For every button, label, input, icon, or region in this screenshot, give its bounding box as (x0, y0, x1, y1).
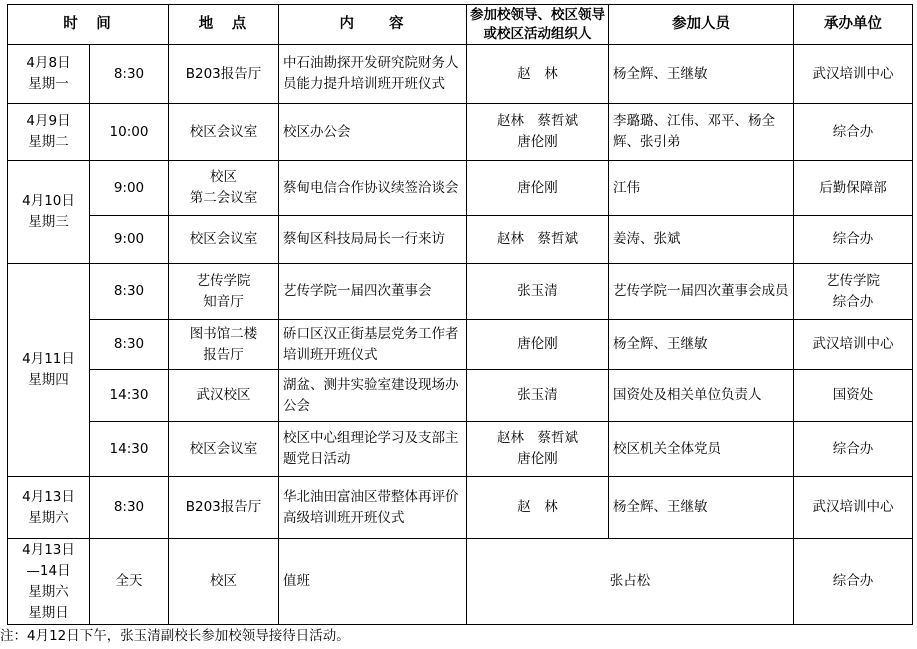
organizer-line: 综合办 (832, 231, 874, 247)
date-cell (8, 264, 90, 477)
place-line: 校区会议室 (189, 123, 258, 140)
organizer-line: 国资处 (832, 387, 874, 403)
time-cell: 8:30 (90, 45, 169, 104)
leaders-line: 唐伦刚 (517, 134, 558, 150)
header-leaders: 参加校领导、校区领导或校区活动组织人 (467, 5, 609, 45)
place-cell (169, 264, 279, 320)
date-cell (8, 539, 90, 625)
place-line: 报告厅 (203, 346, 244, 363)
table-row (8, 104, 913, 161)
place-line: 校区 (210, 573, 237, 589)
organizer-line: 后勤保障部 (819, 179, 887, 196)
organizer-line: 综合办 (832, 440, 874, 457)
table-row (8, 161, 913, 216)
place-cell (169, 539, 279, 625)
date-text: 4月9日 (26, 113, 71, 129)
date-cell (8, 45, 90, 104)
organizer-cell (794, 422, 913, 477)
place-cell (169, 370, 279, 422)
table-row (8, 422, 913, 477)
content-cell: 校区中心组理论学习及支部主题党日活动 (279, 422, 467, 477)
header-time: 时 间 (8, 5, 169, 45)
table-row (8, 370, 913, 422)
footnote: 注：4月12日下午，张玉清副校长参加校领导接待日活动。 (0, 628, 350, 644)
content-cell: 中石油勘探开发研究院财务人员能力提升培训班开班仪式 (279, 45, 467, 104)
place-line: B203报告厅 (185, 499, 262, 515)
header-content: 内 容 (279, 5, 467, 45)
table-row (8, 45, 913, 104)
place-cell (169, 320, 279, 370)
participants-cell: 杨全辉、王继敏 (609, 45, 794, 104)
place-line: 第二会议室 (189, 190, 258, 206)
place-cell (169, 422, 279, 477)
date-text: 4月10日 (22, 193, 75, 209)
weekday-text: 星期二 (28, 134, 69, 150)
header-place: 地 点 (169, 5, 279, 45)
organizer-cell (794, 320, 913, 370)
content-cell: 校区办公会 (279, 104, 467, 161)
time-cell: 9:00 (90, 216, 169, 264)
content-cell: 艺传学院一届四次董事会 (279, 264, 467, 320)
time-cell: 8:30 (90, 320, 169, 370)
leaders-line: 张玉清 (517, 283, 558, 299)
leaders-cell (467, 216, 609, 264)
leaders-line: 赵 林 (517, 499, 558, 515)
weekday-text: 星期一 (28, 76, 69, 92)
leaders-line: 赵 林 (517, 65, 558, 82)
leaders-line: 唐伦刚 (517, 451, 558, 467)
time-cell: 8:30 (90, 264, 169, 320)
organizer-line: 武汉培训中心 (812, 65, 894, 82)
participants-cell: 艺传学院一届四次董事会成员 (609, 264, 794, 320)
table-row (8, 320, 913, 370)
place-line: 知音厅 (203, 293, 244, 310)
date-text: —14日 (26, 562, 71, 579)
weekday-text: 星期三 (28, 214, 69, 230)
time-cell: 14:30 (90, 370, 169, 422)
place-line: 校区会议室 (189, 231, 258, 247)
duty-person-cell: 张占松 (467, 539, 794, 625)
leaders-cell (467, 370, 609, 422)
weekday-text: 星期六 (28, 583, 69, 600)
date-cell (8, 477, 90, 539)
content-cell: 蔡甸区科技局局长一行来访 (279, 216, 467, 264)
organizer-cell (794, 216, 913, 264)
leaders-line: 赵林 蔡哲斌 (497, 113, 578, 129)
schedule-table (7, 4, 913, 625)
leaders-cell (467, 477, 609, 539)
leaders-cell (467, 45, 609, 104)
weekday-text: 星期六 (28, 509, 69, 526)
place-line: 校区 (210, 169, 237, 185)
organizer-line: 综合办 (832, 123, 874, 140)
place-line: 图书馆二楼 (189, 325, 258, 342)
leaders-line: 赵林 蔡哲斌 (497, 430, 578, 446)
leaders-cell (467, 161, 609, 216)
table-row (8, 477, 913, 539)
date-text: 4月13日 (22, 541, 75, 558)
table-row (8, 539, 913, 625)
organizer-cell (794, 104, 913, 161)
leaders-line: 唐伦刚 (517, 179, 558, 196)
place-line: 武汉校区 (196, 387, 251, 403)
time-cell: 8:30 (90, 477, 169, 539)
leaders-line: 赵林 蔡哲斌 (497, 231, 578, 247)
date-cell (8, 161, 90, 264)
organizer-cell (794, 161, 913, 216)
participants-cell: 校区机关全体党员 (609, 422, 794, 477)
organizer-line: 武汉培训中心 (812, 336, 894, 352)
leaders-line: 张玉清 (517, 387, 558, 403)
place-cell (169, 216, 279, 264)
content-cell: 蔡甸电信合作协议续签洽谈会 (279, 161, 467, 216)
table-row (8, 264, 913, 320)
place-line: 艺传学院 (196, 272, 251, 289)
table-row (8, 216, 913, 264)
participants-cell: 姜涛、张斌 (609, 216, 794, 264)
header-participants: 参加人员 (609, 5, 794, 45)
header-row (8, 5, 913, 45)
participants-cell: 杨全辉、王继敏 (609, 320, 794, 370)
content-cell: 湖盆、测井实验室建设现场办公会 (279, 370, 467, 422)
content-cell: 硚口区汉正街基层党务工作者培训班开班仪式 (279, 320, 467, 370)
time-cell: 9:00 (90, 161, 169, 216)
place-line: 校区会议室 (189, 440, 258, 457)
participants-cell: 李璐璐、江伟、邓平、杨全辉、张引弟 (609, 104, 794, 161)
organizer-cell (794, 539, 913, 625)
participants-cell: 江伟 (609, 161, 794, 216)
leaders-line: 唐伦刚 (517, 336, 558, 352)
date-text: 4月11日 (22, 351, 75, 367)
organizer-line: 综合办 (832, 293, 874, 310)
place-cell (169, 104, 279, 161)
participants-cell: 杨全辉、王继敏 (609, 477, 794, 539)
organizer-cell (794, 370, 913, 422)
place-line: B203报告厅 (185, 65, 262, 82)
date-text: 4月8日 (26, 55, 71, 71)
date-cell (8, 104, 90, 161)
time-cell: 14:30 (90, 422, 169, 477)
organizer-line: 武汉培训中心 (812, 499, 894, 515)
leaders-cell (467, 320, 609, 370)
leaders-cell (467, 264, 609, 320)
time-cell: 全天 (90, 539, 169, 625)
content-cell: 华北油田富油区带整体再评价高级培训班开班仪式 (279, 477, 467, 539)
place-cell (169, 45, 279, 104)
weekday-text: 星期日 (28, 604, 69, 621)
organizer-line: 艺传学院 (826, 272, 880, 289)
content-cell: 值班 (279, 539, 467, 625)
date-text: 4月13日 (22, 488, 75, 505)
organizer-cell (794, 45, 913, 104)
place-cell (169, 161, 279, 216)
organizer-line: 综合办 (832, 573, 874, 589)
place-cell (169, 477, 279, 539)
leaders-cell (467, 422, 609, 477)
weekday-text: 星期四 (28, 372, 69, 388)
organizer-cell (794, 477, 913, 539)
header-organizer: 承办单位 (794, 5, 913, 45)
time-cell: 10:00 (90, 104, 169, 161)
leaders-cell (467, 104, 609, 161)
organizer-cell (794, 264, 913, 320)
participants-cell: 国资处及相关单位负责人 (609, 370, 794, 422)
